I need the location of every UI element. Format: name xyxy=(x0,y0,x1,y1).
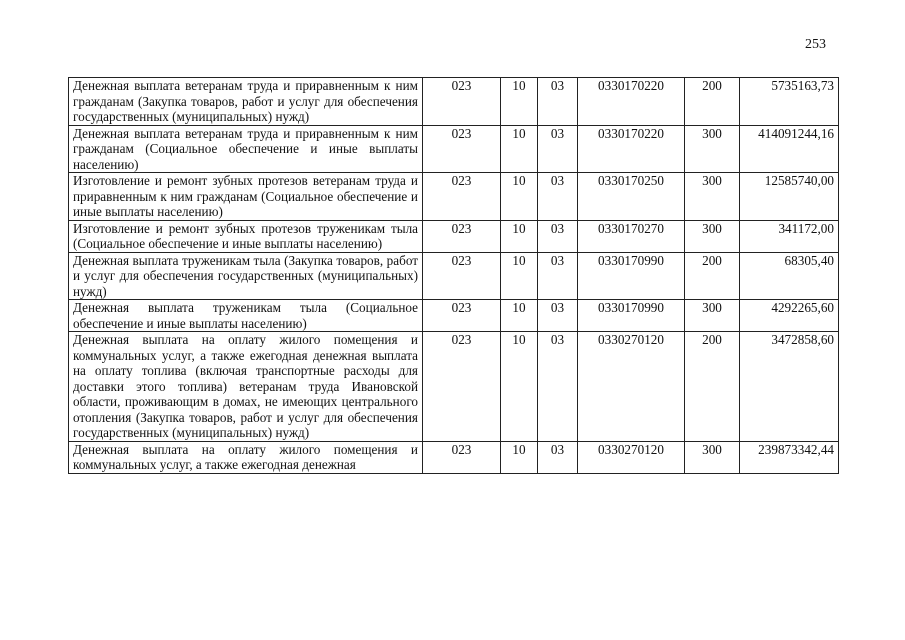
cell-subsection: 03 xyxy=(538,332,578,442)
cell-target-code: 0330170990 xyxy=(578,252,685,300)
cell-amount: 12585740,00 xyxy=(740,173,839,221)
cell-description: Изготовление и ремонт зубных протезов труженикам тыла (Социальное обеспечение и иные выплаты населению) xyxy=(69,220,423,252)
cell-description: Денежная выплата труженикам тыла (Социальное обеспечение и иные выплаты населению) xyxy=(69,300,423,332)
cell-ministry-code: 023 xyxy=(423,441,501,473)
cell-section: 10 xyxy=(501,173,538,221)
budget-table xyxy=(68,77,839,474)
table-row xyxy=(69,125,839,173)
cell-subsection: 03 xyxy=(538,78,578,126)
cell-section: 10 xyxy=(501,78,538,126)
table-row xyxy=(69,300,839,332)
cell-section: 10 xyxy=(501,220,538,252)
cell-ministry-code: 023 xyxy=(423,78,501,126)
cell-section: 10 xyxy=(501,300,538,332)
cell-ministry-code: 023 xyxy=(423,220,501,252)
table-row xyxy=(69,220,839,252)
cell-ministry-code: 023 xyxy=(423,252,501,300)
table-row xyxy=(69,252,839,300)
cell-amount: 239873342,44 xyxy=(740,441,839,473)
cell-target-code: 0330270120 xyxy=(578,332,685,442)
cell-ministry-code: 023 xyxy=(423,300,501,332)
cell-amount: 5735163,73 xyxy=(740,78,839,126)
cell-amount: 414091244,16 xyxy=(740,125,839,173)
cell-section: 10 xyxy=(501,125,538,173)
cell-subsection: 03 xyxy=(538,252,578,300)
cell-amount: 341172,00 xyxy=(740,220,839,252)
cell-ministry-code: 023 xyxy=(423,173,501,221)
cell-description: Денежная выплата на оплату жилого помещения и коммунальных услуг, а также ежегодная денежная выплата на оплату топлива (включая транспортные расходы для доставки этого топлива) ветеранам труда Ивановской области, проживающим в домах, не имеющих центрального отопления (Закупка товаров, работ и услуг для обеспечения государственных (муниципальных) нужд) xyxy=(69,332,423,442)
cell-ministry-code: 023 xyxy=(423,332,501,442)
cell-subsection: 03 xyxy=(538,441,578,473)
cell-expense-type: 200 xyxy=(685,252,740,300)
table-row xyxy=(69,441,839,473)
cell-amount: 3472858,60 xyxy=(740,332,839,442)
cell-target-code: 0330270120 xyxy=(578,441,685,473)
cell-target-code: 0330170220 xyxy=(578,125,685,173)
cell-description: Изготовление и ремонт зубных протезов ветеранам труда и приравненным к ним гражданам (Социальное обеспечение и иные выплаты населению) xyxy=(69,173,423,221)
cell-description: Денежная выплата труженикам тыла (Закупка товаров, работ и услуг для обеспечения государственных (муниципальных) нужд) xyxy=(69,252,423,300)
cell-description: Денежная выплата ветеранам труда и приравненным к ним гражданам (Социальное обеспечение и иные выплаты населению) xyxy=(69,125,423,173)
cell-target-code: 0330170270 xyxy=(578,220,685,252)
table-body xyxy=(69,78,839,474)
cell-expense-type: 300 xyxy=(685,125,740,173)
cell-section: 10 xyxy=(501,441,538,473)
cell-subsection: 03 xyxy=(538,300,578,332)
page-number: 253 xyxy=(805,37,826,52)
cell-target-code: 0330170250 xyxy=(578,173,685,221)
cell-expense-type: 300 xyxy=(685,173,740,221)
cell-expense-type: 200 xyxy=(685,332,740,442)
cell-ministry-code: 023 xyxy=(423,125,501,173)
table-row xyxy=(69,173,839,221)
table-row xyxy=(69,332,839,442)
cell-subsection: 03 xyxy=(538,125,578,173)
cell-expense-type: 300 xyxy=(685,300,740,332)
cell-section: 10 xyxy=(501,332,538,442)
cell-description: Денежная выплата на оплату жилого помещения и коммунальных услуг, а также ежегодная денежная xyxy=(69,441,423,473)
cell-expense-type: 300 xyxy=(685,220,740,252)
cell-subsection: 03 xyxy=(538,173,578,221)
cell-target-code: 0330170220 xyxy=(578,78,685,126)
cell-description: Денежная выплата ветеранам труда и приравненным к ним гражданам (Закупка товаров, работ и услуг для обеспечения государственных (муниципальных) нужд) xyxy=(69,78,423,126)
cell-subsection: 03 xyxy=(538,220,578,252)
cell-expense-type: 200 xyxy=(685,78,740,126)
cell-section: 10 xyxy=(501,252,538,300)
cell-target-code: 0330170990 xyxy=(578,300,685,332)
cell-amount: 4292265,60 xyxy=(740,300,839,332)
cell-expense-type: 300 xyxy=(685,441,740,473)
cell-amount: 68305,40 xyxy=(740,252,839,300)
table-row xyxy=(69,78,839,126)
